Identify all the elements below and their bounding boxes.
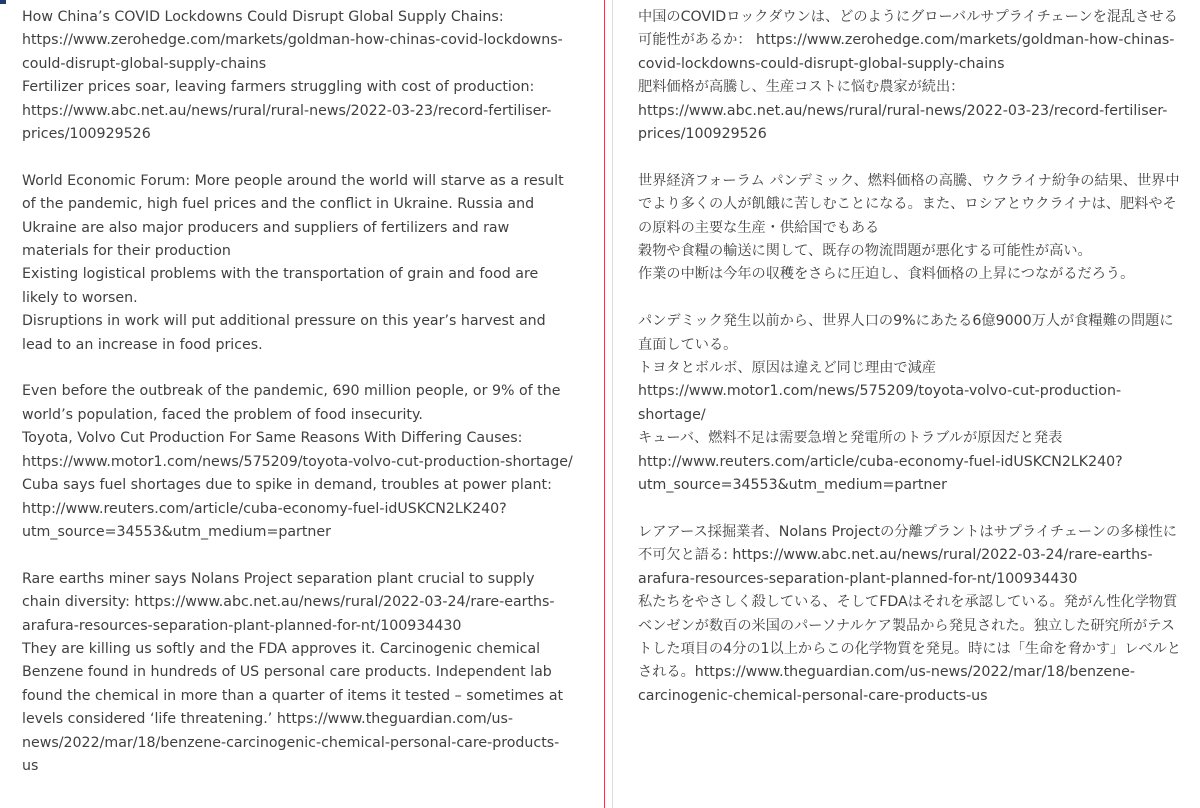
- column-divider-secondary: [612, 0, 613, 808]
- text-line: パンデミック発生以前から、世界人口の9%にあたる6億9000万人が食糧難の問題に直面している。: [638, 313, 1174, 353]
- japanese-paragraph-2: [638, 170, 1186, 287]
- text-line: 私たちをやさしく殺している、そしてFDAはそれを承認している。発がん性化学物質ベンゼンが数百の米国のパーソナルケア製品から発見された。独立した研究所がテストした項目の4分の1以上からこの化学物質を発見。時には「生命を脅かす」レベルとされる。https://www.theguardian.com/us-news/2022/mar/18/benzene-carcinogenic-chemical-personal-care-products-us: [638, 594, 1181, 704]
- column-divider: [604, 0, 605, 808]
- text-line: https://www.abc.net.au/news/rural/rural-news/2022-03-23/record-fertiliser-prices/100929526: [22, 102, 552, 143]
- text-line: キューバ、燃料不足は需要急増と発電所のトラブルが原因だと発表: [638, 430, 1063, 447]
- text-line: Even before the outbreak of the pandemic, 690 million people, or 9% of the world’s population, faced the problem of food insecurity.: [22, 383, 561, 423]
- paragraph-gap: [638, 287, 1186, 310]
- paragraph-gap: [22, 146, 574, 169]
- text-line: They are killing us softly and the FDA approves it. Carcinogenic chemical Benzene found in hundreds of US personal care products. Independent lab found the chemical in more than a quarter of items it tested – sometimes at levels considered ‘life threatening.’ https://www.theguardian.com/us-news/2022/mar/18/benzene-carcinogenic-chemical-personal-care-products-us: [22, 640, 564, 774]
- english-paragraph-1: [22, 6, 574, 146]
- paragraph-gap: [22, 357, 574, 380]
- text-line: https://www.motor1.com/news/575209/toyota-volvo-cut-production-shortage/: [638, 383, 1122, 423]
- text-line: Toyota, Volvo Cut Production For Same Reasons With Differing Causes:: [22, 430, 523, 447]
- text-line: https://www.abc.net.au/news/rural/rural-news/2022-03-23/record-fertiliser-prices/100929526: [638, 102, 1168, 143]
- text-line: Disruptions in work will put additional pressure on this year’s harvest and lead to an increase in food prices.: [22, 313, 546, 353]
- paragraph-gap: [638, 146, 1186, 169]
- english-paragraph-2: [22, 170, 574, 357]
- text-line: レアアース採掘業者、Nolans Projectの分離プラントはサプライチェーンの多様性に不可欠と語る: https://www.abc.net.au/news/rural/2022-03-24/rare-earths-arafura-resources-separation-plant-planned-for-nt/100934430: [638, 523, 1177, 587]
- english-paragraph-4: [22, 568, 574, 779]
- paragraph-gap: [638, 498, 1186, 521]
- text-line: Existing logistical problems with the transportation of grain and food are likely to worsen.: [22, 266, 539, 306]
- japanese-paragraph-1: [638, 6, 1186, 146]
- text-line: 作業の中断は今年の収穫をさらに圧迫し、食料価格の上昇につながるだろう。: [638, 266, 1135, 283]
- text-line: World Economic Forum: More people around the world will starve as a result of the pandemic, high fuel prices and the conflict in Ukraine. Russia and Ukraine are also major producers and suppliers of fertilizers and raw materials for their production: [22, 172, 564, 260]
- text-line: Cuba says fuel shortages due to spike in demand, troubles at power plant:: [22, 477, 552, 494]
- text-line: http://www.reuters.com/article/cuba-economy-fuel-idUSKCN2LK240?utm_source=34553&utm_medium=partner: [638, 453, 1123, 494]
- text-line: https://www.zerohedge.com/markets/goldman-how-chinas-covid-lockdowns-could-disrupt-global-supply-chains: [22, 32, 563, 72]
- text-line: トヨタとボルボ、原因は違えど同じ理由で減産: [638, 360, 936, 377]
- japanese-paragraph-4: [638, 521, 1186, 708]
- text-line: Rare earths miner says Nolans Project separation plant crucial to supply chain diversity: https://www.abc.net.au/news/rural/2022-03-24/rare-earths-arafura-resources-separation-plant-planned-for-nt/100934430: [22, 570, 555, 634]
- text-line: 肥料価格が高騰し、生産コストに悩む農家が続出：: [638, 79, 965, 96]
- text-line: https://www.motor1.com/news/575209/toyota-volvo-cut-production-shortage/: [22, 453, 573, 470]
- english-paragraph-3: [22, 380, 574, 544]
- text-line: 穀物や食糧の輸送に関して、既存の物流問題が悪化する可能性が高い。: [638, 243, 1092, 260]
- japanese-column: [616, 0, 1200, 808]
- text-line: Fertilizer prices soar, leaving farmers struggling with cost of production:: [22, 79, 535, 96]
- text-line: How China’s COVID Lockdowns Could Disrupt Global Supply Chains:: [22, 9, 504, 25]
- japanese-paragraph-3: [638, 310, 1186, 497]
- paragraph-gap: [22, 544, 574, 567]
- text-line: 世界経済フォーラム パンデミック、燃料価格の高騰、ウクライナ紛争の結果、世界中でより多くの人が飢餓に苦しむことになる。また、ロシアとウクライナは、肥料やその原料の主要な生産・供給国でもある: [638, 172, 1180, 236]
- text-line: http://www.reuters.com/article/cuba-economy-fuel-idUSKCN2LK240?utm_source=34553&utm_medium=partner: [22, 500, 507, 540]
- text-line: 中国のCOVIDロックダウンは、どのようにグローバルサプライチェーンを混乱させる可能性があるか： https://www.zerohedge.com/markets/goldman-how-chinas-covid-lockdowns-could-disrupt-global-supply-chains: [638, 9, 1178, 72]
